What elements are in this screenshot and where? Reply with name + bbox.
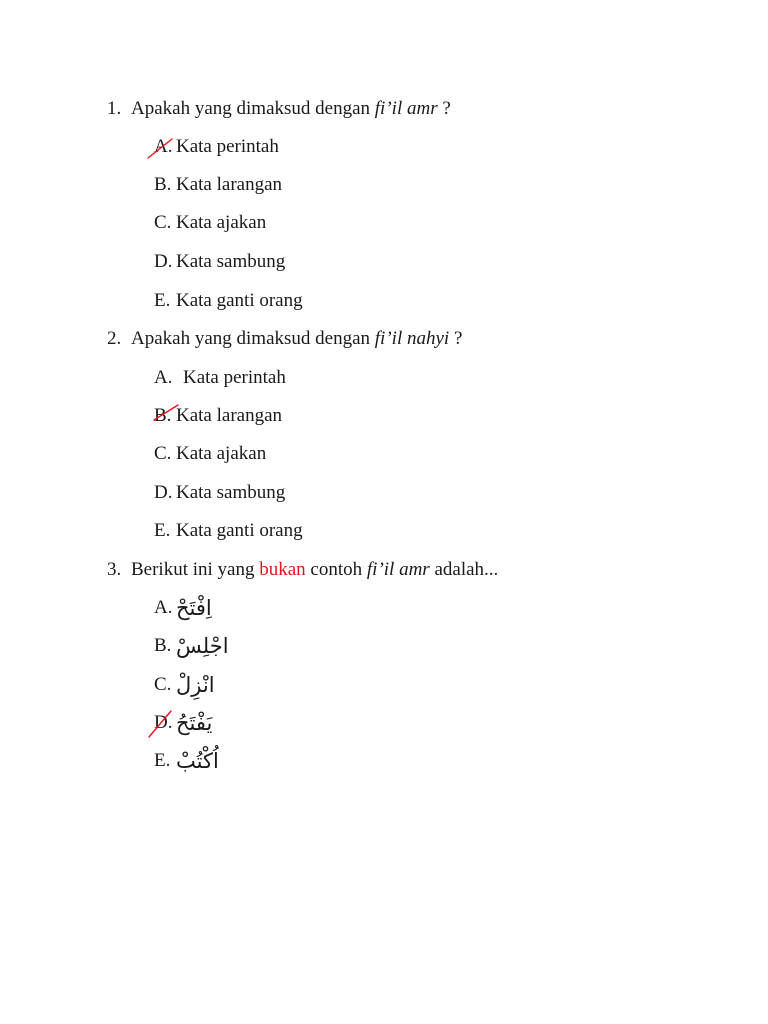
option-letter: E.	[154, 520, 171, 541]
option-text: Kata perintah	[183, 367, 286, 388]
question-middle: contoh	[305, 559, 367, 580]
question-prefix: Apakah yang dimaksud dengan	[131, 98, 375, 119]
option-letter: A.	[154, 367, 173, 388]
question-text	[131, 327, 462, 351]
option-letter: E.	[154, 750, 171, 771]
question-prefix: Apakah yang dimaksud dengan	[131, 328, 375, 349]
question-term: fi’il nahyi	[374, 328, 450, 349]
option-arabic-text: اُكْتُبْ	[176, 749, 219, 773]
question-number: 1.	[107, 98, 122, 119]
option-letter: B.	[154, 405, 172, 426]
option-letter: D.	[154, 251, 173, 272]
question-suffix: ?	[437, 98, 451, 119]
option-text: Kata ganti orang	[176, 290, 303, 311]
option-letter: C.	[154, 212, 172, 233]
option-letter: E.	[154, 290, 171, 311]
option-text: Kata sambung	[176, 482, 286, 503]
question-suffix: adalah...	[429, 559, 499, 580]
option-letter: A.	[154, 597, 173, 618]
question-suffix: ?	[449, 328, 463, 349]
option-letter: D.	[154, 482, 173, 503]
option-arabic-text: اِفْتَحْ	[176, 596, 212, 620]
option-text: Kata ajakan	[176, 212, 267, 233]
option-letter: B.	[154, 635, 172, 656]
option-text: Kata larangan	[176, 174, 283, 195]
option-text: Kata ganti orang	[176, 520, 303, 541]
option-text: Kata ajakan	[176, 443, 267, 464]
question-term: fi’il amr	[366, 559, 430, 580]
question-number: 2.	[107, 328, 122, 349]
question-text	[131, 97, 451, 121]
question-number: 3.	[107, 559, 122, 580]
option-text: Kata sambung	[176, 251, 286, 272]
option-arabic-text: انْزِلْ	[176, 673, 215, 697]
option-text: Kata perintah	[176, 136, 279, 157]
option-letter: D.	[154, 712, 173, 733]
question-prefix: Berikut ini yang	[131, 559, 260, 580]
option-letter: C.	[154, 443, 172, 464]
option-arabic-text: يَفْتَحُ	[176, 711, 213, 735]
option-letter: B.	[154, 174, 172, 195]
question-highlight: bukan	[259, 559, 306, 580]
option-text: Kata larangan	[176, 405, 283, 426]
question-text	[131, 558, 498, 582]
option-letter: A.	[154, 136, 173, 157]
question-term: fi’il amr	[374, 98, 438, 119]
option-letter: C.	[154, 674, 172, 695]
option-arabic-text: اجْلِسْ	[176, 634, 229, 658]
